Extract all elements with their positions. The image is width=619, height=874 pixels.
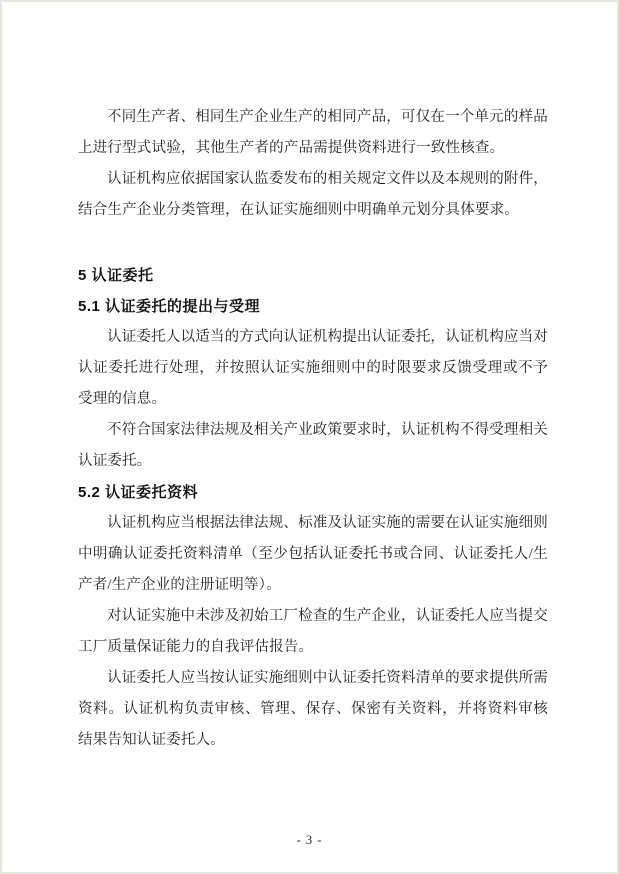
body-paragraph: 认证机构应依据国家认监委发布的相关规定文件以及本规则的附件，结合生产企业分类管理，在认证实施细则中明确单元划分具体要求。 xyxy=(78,171,548,218)
body-paragraph: 不同生产者、相同生产企业生产的相同产品，可仅在一个单元的样品上进行型式试验，其他生产者的产品需提供资料进行一致性核查。 xyxy=(78,109,548,156)
section-heading-5: 5 认证委托 xyxy=(78,267,154,284)
subsection-heading-5-2: 5.2 认证委托资料 xyxy=(78,484,199,501)
body-paragraph: 认证委托人应当按认证实施细则中认证委托资料清单的要求提供所需资料。认证机构负责审核、管理、保存、保密有关资料，并将资料审核结果告知认证委托人。 xyxy=(78,670,548,748)
body-paragraph: 认证机构应当根据法律法规、标准及认证实施的需要在认证实施细则中明确认证委托资料清单（至少包括认证委托书或合同、认证委托人/生产者/生产企业的注册证明等）。 xyxy=(78,515,548,593)
document-content xyxy=(78,102,548,756)
subsection-heading-5-1: 5.1 认证委托的提出与受理 xyxy=(78,298,261,315)
body-paragraph: 不符合国家法律法规及相关产业政策要求时，认证机构不得受理相关认证委托。 xyxy=(78,422,548,469)
body-paragraph: 认证委托人以适当的方式向认证机构提出认证委托，认证机构应当对认证委托进行处理，并按照认证实施细则中的时限要求反馈受理或不予受理的信息。 xyxy=(78,329,548,407)
page-number: - 3 - xyxy=(296,833,323,847)
body-paragraph: 对认证实施中未涉及初始工厂检查的生产企业，认证委托人应当提交工厂质量保证能力的自我评估报告。 xyxy=(78,608,548,655)
